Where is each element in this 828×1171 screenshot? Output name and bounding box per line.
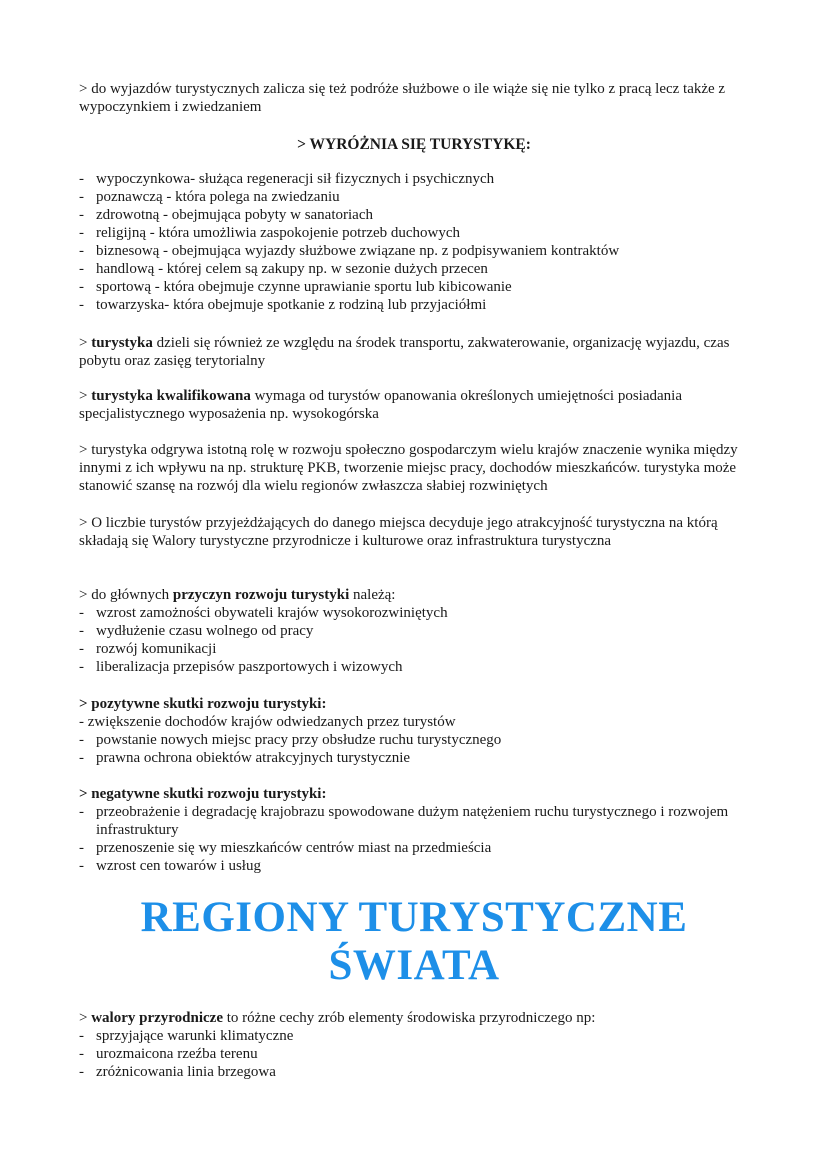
attractiveness-paragraph: > O liczbie turystów przyjeżdżających do danego miejsca decyduje jego atrakcyjność turystyczna na którą składają się Walory turystyczne przyrodnicze i kulturowe oraz infrastruktura turystyczna	[79, 515, 718, 549]
list-item: - wydłużenie czasu wolnego od pracy	[79, 622, 759, 640]
list-item: - rozwój komunikacji	[79, 640, 759, 658]
list-item: - biznesową - obejmująca wyjazdy służbowe związane np. z podpisywaniem kontraktów	[79, 242, 759, 260]
causes-prefix: > do głównych	[79, 587, 173, 603]
qualified-paragraph	[79, 387, 759, 423]
natural-text: to różne cechy zrób elementy środowiska przyrodniczego np:	[223, 1010, 596, 1026]
list-item: - przenoszenie się wy mieszkańców centrów miast na przedmieścia	[79, 839, 759, 857]
list-item: - przeobrażenie i degradację krajobrazu spowodowane dużym natężeniem ruchu turystycznego i rozwojem infrastruktury	[79, 803, 759, 839]
list-item: - wypoczynkowa- służąca regeneracji sił fizycznych i psychicznych	[79, 170, 759, 188]
natural-values-paragraph	[79, 1009, 759, 1027]
list-item: - prawna ochrona obiektów atrakcyjnych turystycznie	[79, 749, 759, 767]
list-item: - religijną - która umożliwia zaspokojenie potrzeb duchowych	[79, 224, 759, 242]
list-item: - wzrost cen towarów i usług	[79, 857, 759, 875]
causes-heading	[79, 586, 759, 604]
natural-prefix: >	[79, 1010, 92, 1026]
list-item: - powstanie nowych miejsc pracy przy obsłudze ruchu turystycznego	[79, 731, 759, 749]
section-title-line2: ŚWIATA	[328, 942, 500, 989]
section-title-line1: REGIONY TURYSTYCZNE	[140, 894, 688, 941]
positive-effects-list	[79, 731, 759, 767]
list-item: - handlową - której celem są zakupy np. w sezonie dużych przecen	[79, 260, 759, 278]
list-item: - zdrowotną - obejmująca pobyty w sanatoriach	[79, 206, 759, 224]
list-item: - liberalizacja przepisów paszportowych i wizowych	[79, 658, 759, 676]
division-prefix: >	[79, 335, 92, 351]
list-item: - towarzyska- która obejmuje spotkanie z rodziną lub przyjaciółmi	[79, 296, 759, 314]
causes-term: przyczyn rozwoju turystyki	[172, 587, 350, 603]
positive-heading: > pozytywne skutki rozwoju turystyki:	[79, 696, 327, 712]
division-paragraph	[79, 334, 759, 370]
economic-role-paragraph: > turystyka odgrywa istotną rolę w rozwoju społeczno gospodarczym wielu krajów znaczenie wynika między innymi z ich wpływu na np. strukturę PKB, tworzenie miejsc pracy, dochodów mieszkańców. turystyka może stanowić szansę na rozwój dla wielu regionów zwłaszcza słabiej rozwiniętych	[79, 442, 738, 494]
list-item: - sprzyjające warunki klimatyczne	[79, 1027, 759, 1045]
division-text: dzieli się również ze względu na środek transportu, zakwaterowanie, organizację wyjazdu, czas pobytu oraz zasięg terytorialny	[79, 335, 730, 369]
list-item: - wzrost zamożności obywateli krajów wysokorozwiniętych	[79, 604, 759, 622]
list-item: - sportową - która obejmuje czynne uprawianie sportu lub kibicowanie	[79, 278, 759, 296]
causes-list	[79, 604, 759, 676]
positive-first-line: - zwiększenie dochodów krajów odwiedzanych przez turystów	[79, 714, 456, 730]
list-item: - zróżnicowania linia brzegowa	[79, 1063, 759, 1081]
negative-effects-list	[79, 803, 759, 875]
list-item: - poznawczą - która polega na zwiedzaniu	[79, 188, 759, 206]
natural-term: walory przyrodnicze	[91, 1010, 223, 1026]
qualified-prefix: >	[79, 388, 92, 404]
list-item: - urozmaicona rzeźba terenu	[79, 1045, 759, 1063]
negative-heading: > negatywne skutki rozwoju turystyki:	[79, 786, 327, 802]
qualified-text: wymaga od turystów opanowania określonych umiejętności posiadania specjalistycznego wyposażenia np. wysokogórska	[79, 388, 682, 422]
tourism-types-heading: > WYRÓŻNIA SIĘ TURYSTYKĘ:	[297, 136, 531, 153]
intro-paragraph: > do wyjazdów turystycznych zalicza się też podróże służbowe o ile wiąże się nie tylko z pracą lecz także z wypoczynkiem i zwiedzaniem	[79, 81, 726, 115]
division-term: turystyka	[91, 335, 153, 351]
qualified-term: turystyka kwalifikowana	[91, 388, 251, 404]
natural-values-list	[79, 1027, 759, 1081]
causes-suffix: należą:	[349, 587, 396, 603]
tourism-types-list	[79, 170, 759, 314]
